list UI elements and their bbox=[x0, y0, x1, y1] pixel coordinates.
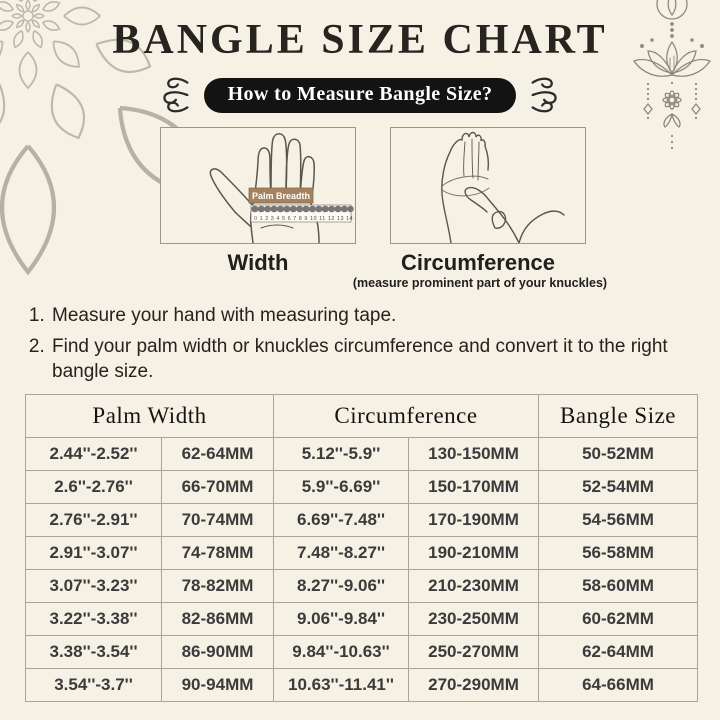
table-cell: 70-74MM bbox=[162, 504, 274, 537]
table-cell: 5.9''-6.69'' bbox=[274, 471, 409, 504]
curly-flourish-icon bbox=[529, 74, 563, 116]
table-cell: 56-58MM bbox=[539, 537, 698, 570]
instructions-list bbox=[25, 303, 701, 384]
circumference-caption: Circumference bbox=[400, 250, 556, 275]
table-cell: 86-90MM bbox=[162, 636, 274, 669]
size-table-body bbox=[26, 438, 698, 702]
table-header-row bbox=[26, 395, 698, 438]
table-cell: 250-270MM bbox=[409, 636, 539, 669]
table-cell: 66-70MM bbox=[162, 471, 274, 504]
table-row bbox=[26, 438, 698, 471]
table-cell: 5.12''-5.9'' bbox=[274, 438, 409, 471]
table-row bbox=[26, 603, 698, 636]
table-cell: 54-56MM bbox=[539, 504, 698, 537]
table-cell: 130-150MM bbox=[409, 438, 539, 471]
width-illustration-box bbox=[160, 127, 356, 244]
table-cell: 2.76''-2.91'' bbox=[26, 504, 162, 537]
table-cell: 170-190MM bbox=[409, 504, 539, 537]
table-cell: 82-86MM bbox=[162, 603, 274, 636]
table-cell: 78-82MM bbox=[162, 570, 274, 603]
table-cell: 60-62MM bbox=[539, 603, 698, 636]
table-cell: 3.07''-3.23'' bbox=[26, 570, 162, 603]
table-cell: 64-66MM bbox=[539, 669, 698, 702]
page-title: BANGLE SIZE CHART bbox=[112, 17, 608, 63]
table-cell: 210-230MM bbox=[409, 570, 539, 603]
instruction-item: 1. Measure your hand with measuring tape. bbox=[50, 303, 701, 328]
table-cell: 190-210MM bbox=[409, 537, 539, 570]
hand-width-illustration bbox=[161, 128, 355, 243]
table-cell: 2.44''-2.52'' bbox=[26, 438, 162, 471]
table-row bbox=[26, 570, 698, 603]
table-cell: 10.63''-11.41'' bbox=[274, 669, 409, 702]
palm-breadth-label: Palm Breadth bbox=[251, 191, 311, 201]
table-cell: 2.6''-2.76'' bbox=[26, 471, 162, 504]
table-row bbox=[26, 669, 698, 702]
table-cell: 3.38''-3.54'' bbox=[26, 636, 162, 669]
table-row bbox=[26, 471, 698, 504]
table-cell: 9.84''-10.63'' bbox=[274, 636, 409, 669]
instructions bbox=[25, 303, 701, 390]
instruction-item: 2. Find your palm width or knuckles circumference and convert it to the right bangle size. bbox=[50, 334, 701, 384]
table-cell: 7.48''-8.27'' bbox=[274, 537, 409, 570]
table-cell: 9.06''-9.84'' bbox=[274, 603, 409, 636]
hand-circumference-illustration bbox=[391, 128, 585, 243]
table-cell: 52-54MM bbox=[539, 471, 698, 504]
badge-row bbox=[0, 74, 720, 116]
table-cell: 3.22''-3.38'' bbox=[26, 603, 162, 636]
table-cell: 74-78MM bbox=[162, 537, 274, 570]
table-cell: 58-60MM bbox=[539, 570, 698, 603]
table-row bbox=[26, 537, 698, 570]
table-cell: 270-290MM bbox=[409, 669, 539, 702]
curly-flourish-icon bbox=[157, 74, 191, 116]
table-row bbox=[26, 636, 698, 669]
header-bangle-size: Bangle Size bbox=[539, 395, 698, 438]
table-cell: 150-170MM bbox=[409, 471, 539, 504]
how-to-measure-badge: How to Measure Bangle Size? bbox=[204, 78, 517, 113]
bangle-size-table bbox=[25, 394, 698, 702]
width-caption: Width bbox=[227, 250, 289, 275]
table-row bbox=[26, 504, 698, 537]
table-cell: 62-64MM bbox=[539, 636, 698, 669]
table-cell: 8.27''-9.06'' bbox=[274, 570, 409, 603]
table-cell: 230-250MM bbox=[409, 603, 539, 636]
table-cell: 2.91''-3.07'' bbox=[26, 537, 162, 570]
circumference-illustration-box bbox=[390, 127, 586, 244]
header-circumference: Circumference bbox=[274, 395, 539, 438]
table-cell: 6.69''-7.48'' bbox=[274, 504, 409, 537]
table-cell: 50-52MM bbox=[539, 438, 698, 471]
table-cell: 3.54''-3.7'' bbox=[26, 669, 162, 702]
table-cell: 90-94MM bbox=[162, 669, 274, 702]
header-palm-width: Palm Width bbox=[26, 395, 274, 438]
circumference-subcaption: (measure prominent part of your knuckles) bbox=[352, 276, 608, 290]
ruler-numbers: 0 1 2 3 4 5 6 7 8 9 10 11 12 13 14 bbox=[254, 216, 354, 222]
table-cell: 62-64MM bbox=[162, 438, 274, 471]
